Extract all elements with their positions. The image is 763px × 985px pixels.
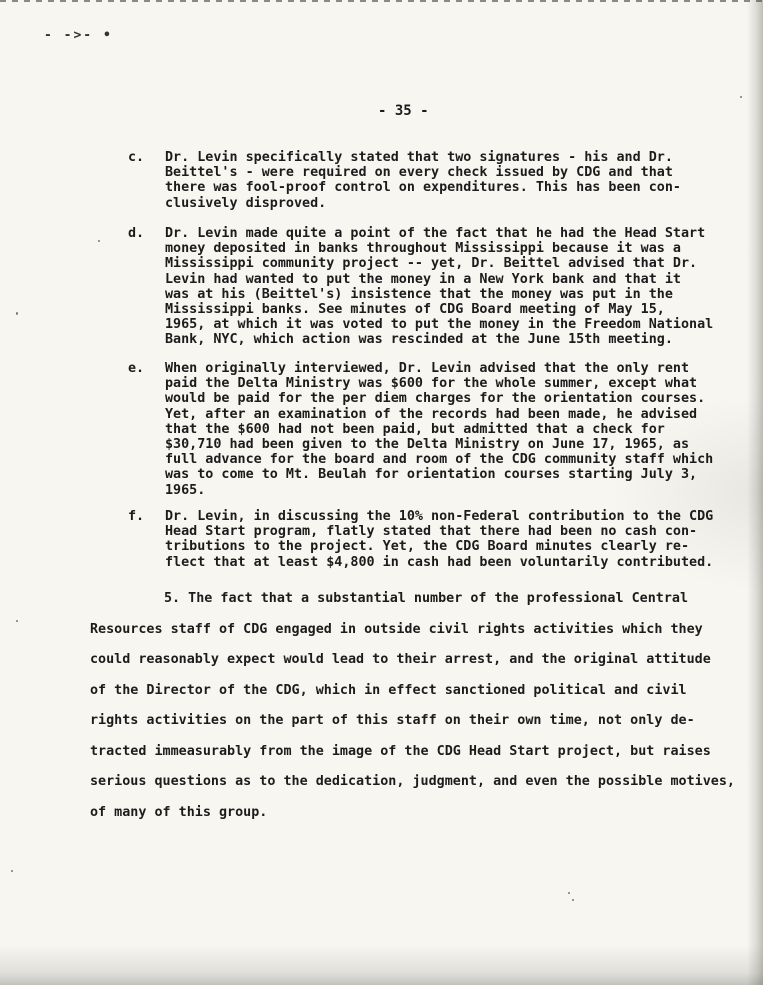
text-line: Bank, NYC, which action was rescinded at the June 15th meeting. bbox=[165, 332, 673, 348]
text-line: $30,710 had been given to the Delta Ministry on June 17, 1965, as bbox=[165, 437, 690, 453]
text-line: serious questions as to the dedication, judgment, and even the possible motives, bbox=[90, 774, 735, 789]
top-edge-dashes bbox=[0, 0, 763, 2]
scan-speck bbox=[98, 240, 100, 242]
text-line: Beittel's - were required on every check issued by CDG and that bbox=[165, 165, 673, 181]
corner-mark: - ->- • bbox=[44, 28, 113, 43]
text-line: 5. The fact that a substantial number of the professional Central bbox=[164, 591, 689, 606]
text-line: of the Director of the CDG, which in effect sanctioned political and civil bbox=[90, 682, 687, 698]
text-line: 1965, at which it was voted to put the money in the Freedom National bbox=[165, 317, 714, 333]
item-letter: c. bbox=[128, 150, 145, 165]
text-line: was at his (Beittel's) insistence that the money was put in the bbox=[165, 286, 673, 302]
text-line: money deposited in banks throughout Mississippi because it was a bbox=[165, 241, 681, 257]
text-line: there was fool-proof control on expenditures. This has been con- bbox=[165, 180, 681, 196]
text-line: 1965. bbox=[165, 482, 206, 498]
text-line: paid the Delta Ministry was $600 for the whole summer, except what bbox=[165, 376, 698, 392]
item-letter: f. bbox=[128, 509, 145, 524]
item-text bbox=[165, 150, 685, 211]
text-line: tributions to the project. Yet, the CDG Board minutes clearly re- bbox=[165, 539, 690, 555]
scan-speck bbox=[16, 312, 18, 315]
text-line: full advance for the board and room of the CDG community staff which bbox=[165, 452, 714, 468]
text-line: When originally interviewed, Dr. Levin advised that the only rent bbox=[165, 361, 690, 376]
item-letter: e. bbox=[128, 361, 145, 376]
text-line: Yet, after an examination of the records had been made, he advised bbox=[165, 406, 698, 422]
text-line: could reasonably expect would lead to their arrest, and the original attitude bbox=[90, 652, 711, 667]
text-line: was to come to Mt. Beulah for orientation courses starting July 3, bbox=[165, 467, 698, 483]
text-line: Mississippi banks. See minutes of CDG Board meeting of May 15, bbox=[165, 302, 665, 318]
text-line: Dr. Levin made quite a point of the fact that he had the Head Start bbox=[165, 226, 706, 241]
text-line: Levin had wanted to put the money in a New York bank and that it bbox=[165, 271, 681, 287]
item-letter: d. bbox=[128, 226, 145, 241]
text-line: Head Start program, flatly stated that there had been no cash con- bbox=[165, 524, 698, 540]
bottom-edge-shadow bbox=[0, 945, 763, 985]
item-text bbox=[165, 361, 714, 498]
text-line: clusively disproved. bbox=[165, 195, 327, 211]
item-text bbox=[165, 509, 714, 570]
text-line: flect that at least $4,800 in cash had been voluntarily contributed. bbox=[165, 554, 714, 570]
text-line: tracted immeasurably from the image of the CDG Head Start project, but raises bbox=[90, 743, 711, 759]
scan-speck bbox=[16, 620, 18, 622]
text-line: would be paid for the per diem charges for the orientation courses. bbox=[165, 391, 706, 407]
scan-speck bbox=[11, 870, 13, 872]
text-line: Dr. Levin specifically stated that two signatures - his and Dr. bbox=[165, 150, 673, 165]
item-text bbox=[165, 226, 714, 348]
text-line: that the $600 had not been paid, but admitted that a check for bbox=[165, 421, 665, 437]
text-line: Mississippi community project -- yet, Dr. Beittel advised that Dr. bbox=[165, 256, 698, 272]
scan-speck bbox=[740, 96, 742, 98]
right-edge-shadow bbox=[747, 0, 763, 985]
text-line: Resources staff of CDG engaged in outside civil rights activities which they bbox=[90, 621, 703, 637]
text-line: of many of this group. bbox=[90, 804, 268, 820]
paragraph-5 bbox=[90, 584, 735, 828]
page-number: - 35 - bbox=[378, 103, 429, 119]
scan-speck bbox=[572, 899, 574, 901]
scan-speck bbox=[568, 892, 570, 894]
text-line: rights activities on the part of this staff on their own time, not only de- bbox=[90, 713, 695, 728]
text-line: Dr. Levin, in discussing the 10% non-Federal contribution to the CDG bbox=[165, 509, 714, 524]
